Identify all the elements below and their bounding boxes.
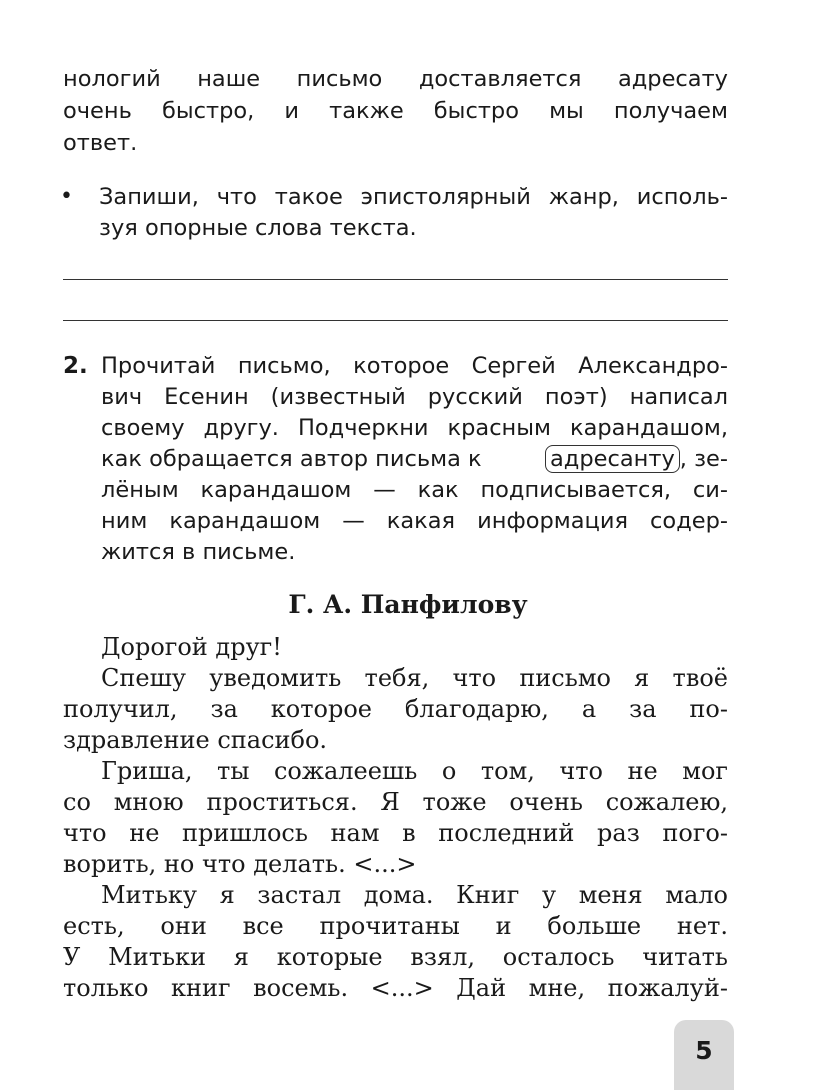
letter-line: Митьку я застал дома. Книг у меня мало <box>101 881 728 909</box>
task2-line: своему другу. Подчеркни красным карандашом, <box>101 415 728 441</box>
letter-line: Гриша, ты сожалеешь о том, что не мог <box>101 757 728 785</box>
task2-text: , зе- <box>679 446 728 472</box>
letter-line: У Митьки я которые взял, осталось читать <box>63 943 728 971</box>
task-number: 2. <box>63 353 88 379</box>
task2-line: жится в письме. <box>101 539 296 565</box>
task2-line: вич Есенин (известный русский поэт) написал <box>101 384 728 410</box>
letter-line: Спешу уведомить тебя, что письмо я твоё <box>101 664 728 692</box>
paragraph-line: нологий наше письмо доставляется адресату <box>63 66 728 92</box>
task2-text: как обращается автор письма к <box>101 446 482 472</box>
letter-line: есть, они все прочитаны и больше нет. <box>63 912 728 940</box>
letter-line: Дорогой друг! <box>101 633 282 661</box>
letter-line: здравление спасибо. <box>63 726 328 754</box>
bullet-marker: • <box>60 184 73 209</box>
task2-line <box>101 446 728 472</box>
boxed-word: адресанту <box>545 445 680 473</box>
letter-line: что не пришлось нам в последний раз пого- <box>63 819 728 847</box>
task2-line: лёным карандашом — как подписывается, си- <box>101 477 728 503</box>
page-number: 5 <box>674 1020 734 1090</box>
letter-title: Г. А. Панфилову <box>288 590 528 619</box>
task1-line: Запиши, что такое эпистолярный жанр, исполь- <box>99 184 728 210</box>
task2-line: Прочитай письмо, которое Сергей Александро- <box>101 353 728 379</box>
letter-line: только книг восемь. <...> Дай мне, пожалуй- <box>63 974 728 1002</box>
letter-line: ворить, но что делать. <...> <box>63 850 417 878</box>
task1-line: зуя опорные слова текста. <box>99 215 417 241</box>
letter-line: со мною проститься. Я тоже очень сожалею, <box>63 788 728 816</box>
task2-line: ним карандашом — какая информация содер- <box>101 508 728 534</box>
paragraph-line: очень быстро, и также быстро мы получаем <box>63 98 728 124</box>
paragraph-line: ответ. <box>63 130 138 156</box>
answer-line[interactable] <box>63 320 728 321</box>
answer-line[interactable] <box>63 279 728 280</box>
letter-line: получил, за которое благодарю, а за по- <box>63 695 728 723</box>
